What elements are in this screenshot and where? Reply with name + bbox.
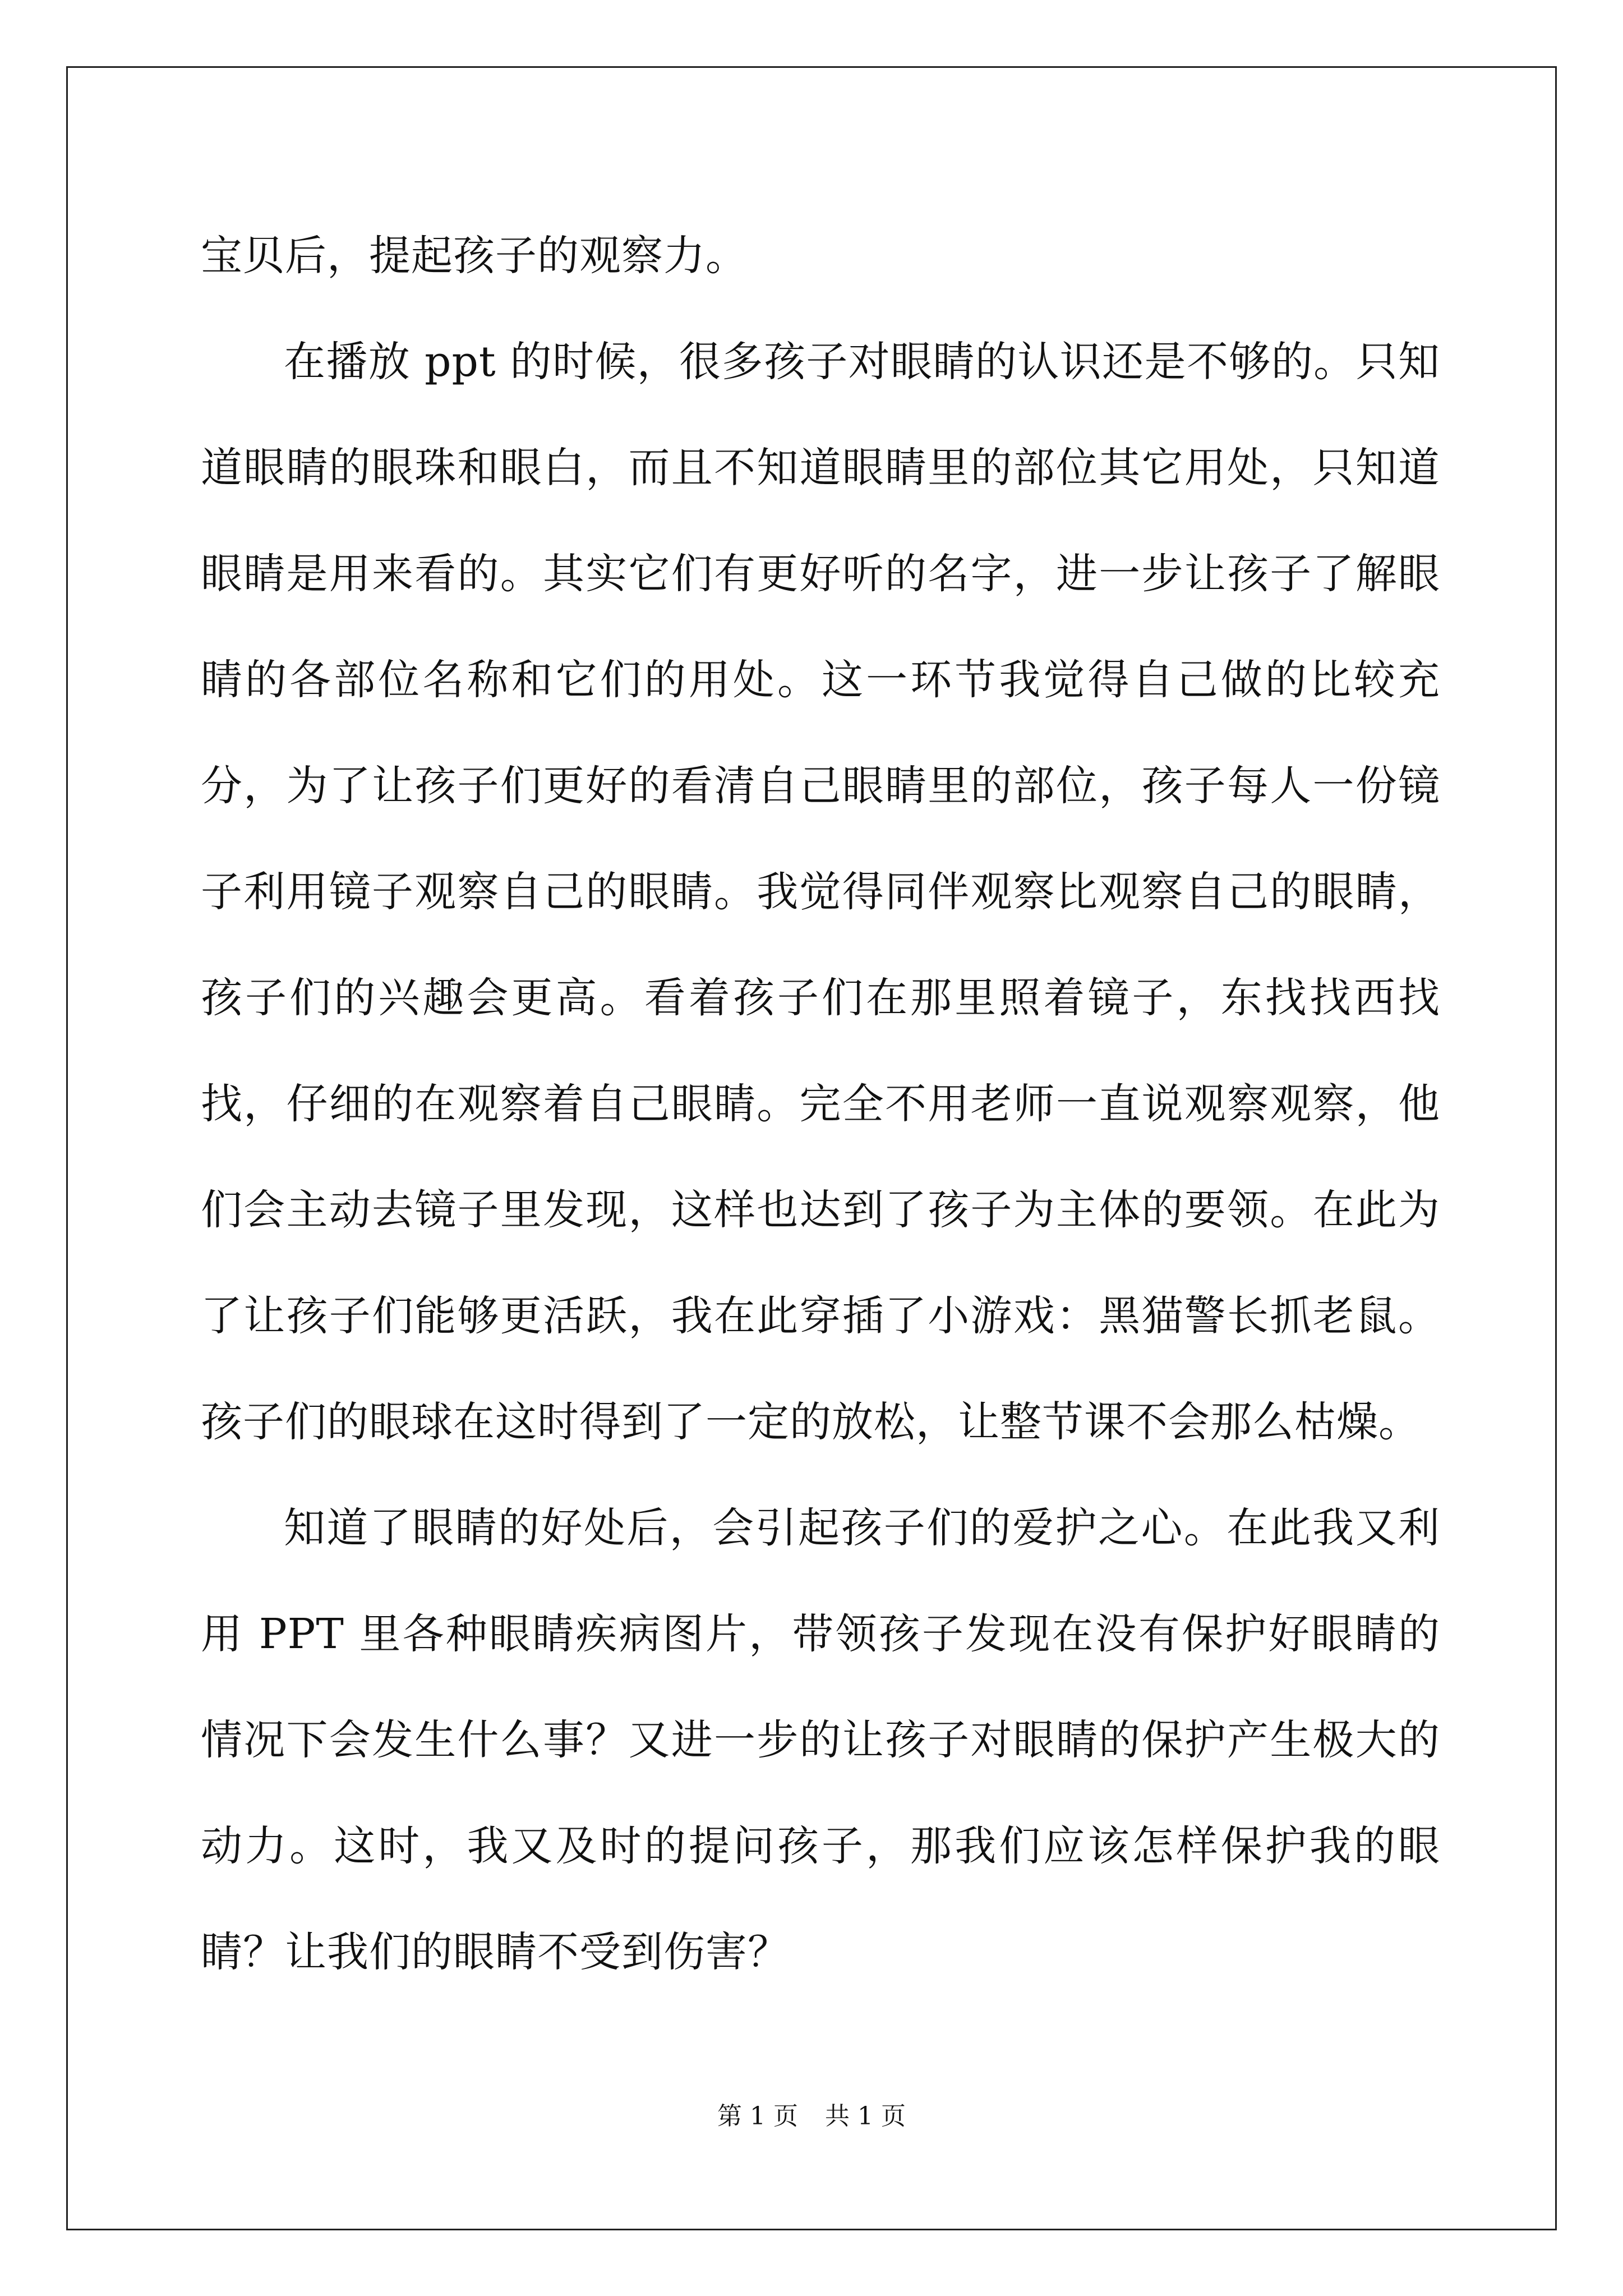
paragraph-2: 在播放 ppt 的时候，很多孩子对眼睛的认识还是不够的。只知道眼睛的眼珠和眼白，而且不知道眼睛里的部位其它用处，只知道眼睛是用来看的。其实它们有更好听的名字，进一步让孩子了解眼睛的各部位名称和它们的用处。这一环节我觉得自己做的比较充分，为了让孩子们更好的看清自己眼睛里的部位，孩子每人一份镜子利用镜子观察自己的眼睛。我觉得同伴观察比观察自己的眼睛，孩子们的兴趣会更高。看着孩子们在那里照着镜子，东找找西找找，仔细的在观察着自己眼睛。完全不用老师一直说观察观察，他们会主动去镜子里发现，这样也达到了孩子为主体的要领。在此为了让孩子们能够更活跃，我在此穿插了小游戏：黑猫警长抓老鼠。孩子们的眼球在这时得到了一定的放松，让整节课不会那么枯燥。 [201, 338, 1440, 1446]
paragraph-3: 知道了眼睛的好处后，会引起孩子们的爱护之心。在此我又利用 PPT 里各种眼睛疾病图片，带领孩子发现在没有保护好眼睛的情况下会发生什么事？又进一步的让孩子对眼睛的保护产生极大的动力。这时，我又及时的提问孩子，那我们应该怎样保护我的眼睛？让我们的眼睛不受到伤害？ [201, 1504, 1440, 1976]
page-total-label: 共 1 页 [825, 2102, 906, 2131]
paragraph-1: 宝贝后，提起孩子的观察力。 [201, 232, 748, 280]
page-number-label: 第 1 页 [717, 2102, 798, 2131]
document-body [201, 203, 1440, 2005]
page-footer [0, 2096, 1623, 2132]
